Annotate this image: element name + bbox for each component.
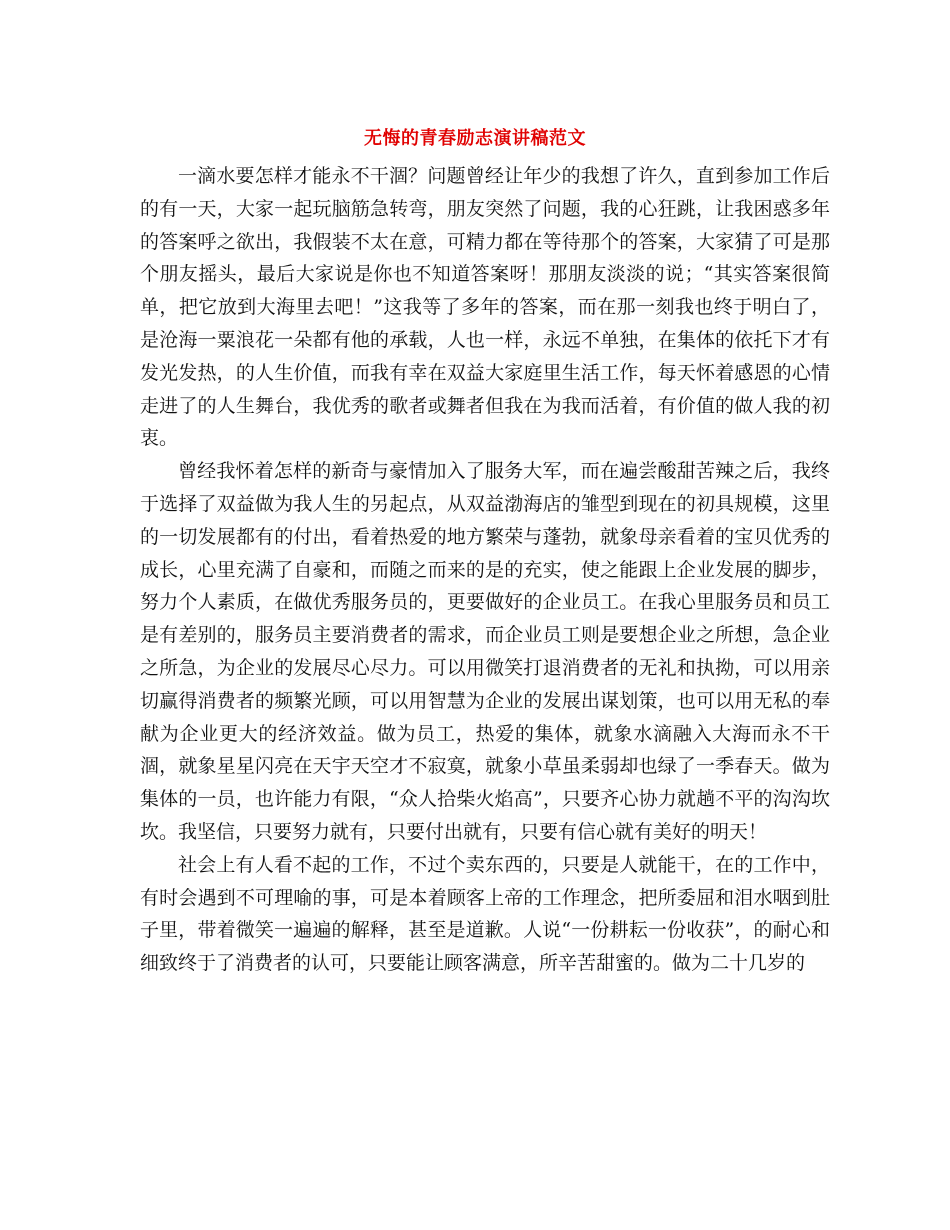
paragraph-1: 一滴水要怎样才能永不干涸？问题曾经让年少的我想了许久，直到参加工作后的有一天，大家一起玩脑筋急转弯，朋友突然了问题，我的心狂跳，让我困惑多年的答案呼之欲出，我假装不太在意，可精力都在等待那个的答案，大家猜了可是那个朋友摇头，最后大家说是你也不知道答案呀！那朋友淡淡的说；“其实答案很简单，把它放到大海里去吧！”这我等了多年的答案，而在那一刻我也终于明白了，是沧海一粟浪花一朵都有他的承载，人也一样，永远不单独，在集体的依托下才有发光发热，的人生价值，而我有幸在双益大家庭里生活工作，每天怀着感恩的心情走进了的人生舞台，我优秀的歌者或舞者但我在为我而活着，有价值的做人我的初衷。 xyxy=(140,165,830,450)
paragraph-3: 社会上有人看不起的工作，不过个卖东西的，只要是人就能干，在的工作中，有时会遇到不可理喻的事，可是本着顾客上帝的工作理念，把所委屈和泪水咽到肚子里，带着微笑一遍遍的解释，甚至是道歉。人说“一份耕耘一份收获”，的耐心和细致终于了消费者的认可，只要能让顾客满意，所辛苦甜蜜的。做为二十几岁的 xyxy=(140,853,830,975)
document-title: 无悔的青春励志演讲稿范文 xyxy=(364,128,586,149)
paragraph-2: 曾经我怀着怎样的新奇与豪情加入了服务大军，而在遍尝酸甜苦辣之后，我终于选择了双益做为我人生的另起点，从双益渤海店的雏型到现在的初具规模，这里的一切发展都有的付出，看着热爱的地方繁荣与蓬勃，就象母亲看着的宝贝优秀的成长，心里充满了自豪和，而随之而来的是的充实，使之能跟上企业发展的脚步，努力个人素质，在做优秀服务员的，更要做好的企业员工。在我心里服务员和员工是有差别的，服务员主要消费者的需求，而企业员工则是要想企业之所想，急企业之所急，为企业的发展尽心尽力。可以用微笑打退消费者的无礼和执拗，可以用亲切赢得消费者的频繁光顾，可以用智慧为企业的发展出谋划策，也可以用无私的奉献为企业更大的经济效益。做为员工，热爱的集体，就象水滴融入大海而永不干涸，就象星星闪亮在天宇天空才不寂寞，就象小草虽柔弱却也绿了一季春天。做为集体的一员，也许能力有限，“众人拾柴火焰高”，只要齐心协力就趟不平的沟沟坎坎。我坚信，只要努力就有，只要付出就有，只要有信心就有美好的明天！ xyxy=(140,460,830,843)
document-body xyxy=(140,160,830,980)
